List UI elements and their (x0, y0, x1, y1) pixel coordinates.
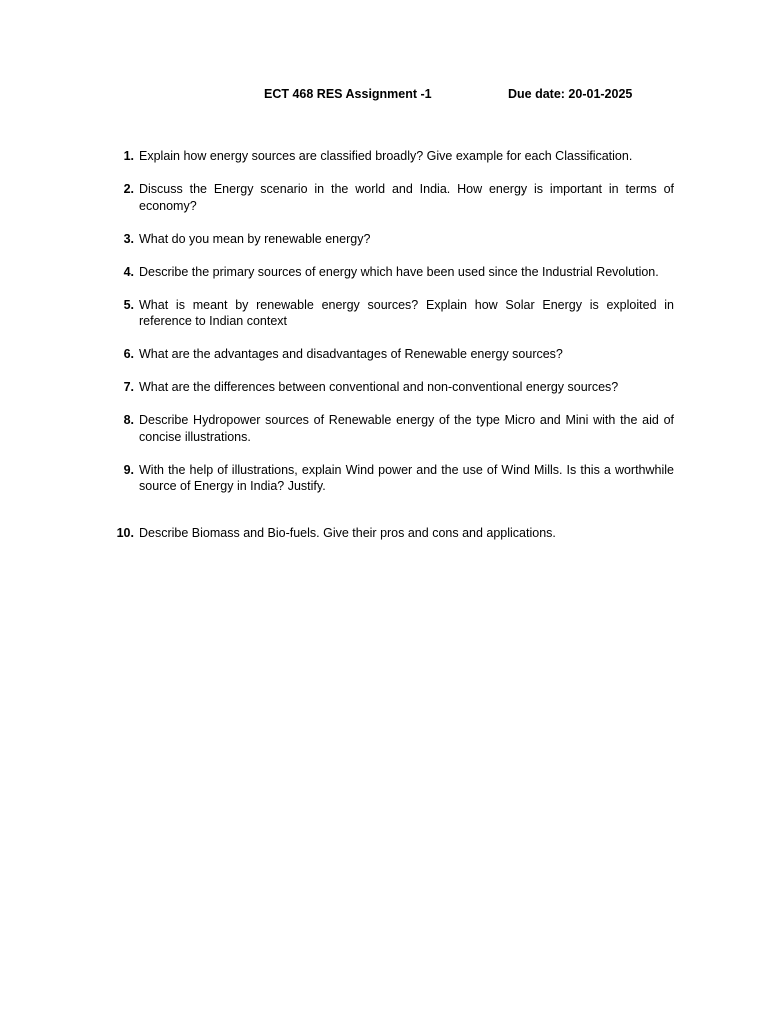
question-number: 5. (123, 297, 134, 312)
question-item (110, 525, 674, 542)
question-text: Discuss the Energy scenario in the world and India. How energy is important in terms of economy? (139, 182, 674, 213)
question-item (110, 297, 674, 330)
question-text: What is meant by renewable energy sources? Explain how Solar Energy is exploited in reference to Indian context (139, 297, 674, 328)
question-text: Explain how energy sources are classified broadly? Give example for each Classification. (139, 149, 633, 163)
assignment-title: ECT 468 RES Assignment -1 (264, 87, 432, 101)
question-number: 1. (123, 149, 134, 163)
question-text: Describe Hydropower sources of Renewable energy of the type Micro and Mini with the aid of concise illustrations. (139, 413, 674, 444)
question-number: 7. (123, 380, 134, 394)
question-item (110, 412, 674, 445)
question-item (110, 462, 674, 495)
question-item (110, 231, 674, 248)
question-number: 4. (123, 264, 134, 279)
question-item (110, 181, 674, 214)
assignment-header (0, 87, 768, 107)
question-item (110, 346, 674, 363)
question-list (110, 148, 674, 558)
question-number: 8. (123, 413, 134, 427)
question-item (110, 148, 674, 165)
question-text: With the help of illustrations, explain Wind power and the use of Wind Mills. Is this a worthwhile source of Energy in India? Justify. (139, 462, 674, 493)
due-date: Due date: 20-01-2025 (508, 87, 633, 101)
question-number: 3. (123, 231, 134, 246)
question-text: What are the differences between conventional and non-conventional energy sources? (139, 380, 619, 394)
question-number: 9. (123, 462, 134, 477)
question-item (110, 379, 674, 396)
question-text: What do you mean by renewable energy? (139, 231, 371, 246)
question-text: Describe the primary sources of energy which have been used since the Industrial Revolution. (139, 264, 659, 279)
question-number: 6. (123, 347, 134, 361)
question-item (110, 264, 674, 281)
question-number: 2. (123, 182, 134, 196)
question-text: What are the advantages and disadvantages of Renewable energy sources? (139, 347, 563, 361)
question-text: Describe Biomass and Bio-fuels. Give their pros and cons and applications. (139, 525, 556, 540)
question-number: 10. (116, 525, 134, 540)
